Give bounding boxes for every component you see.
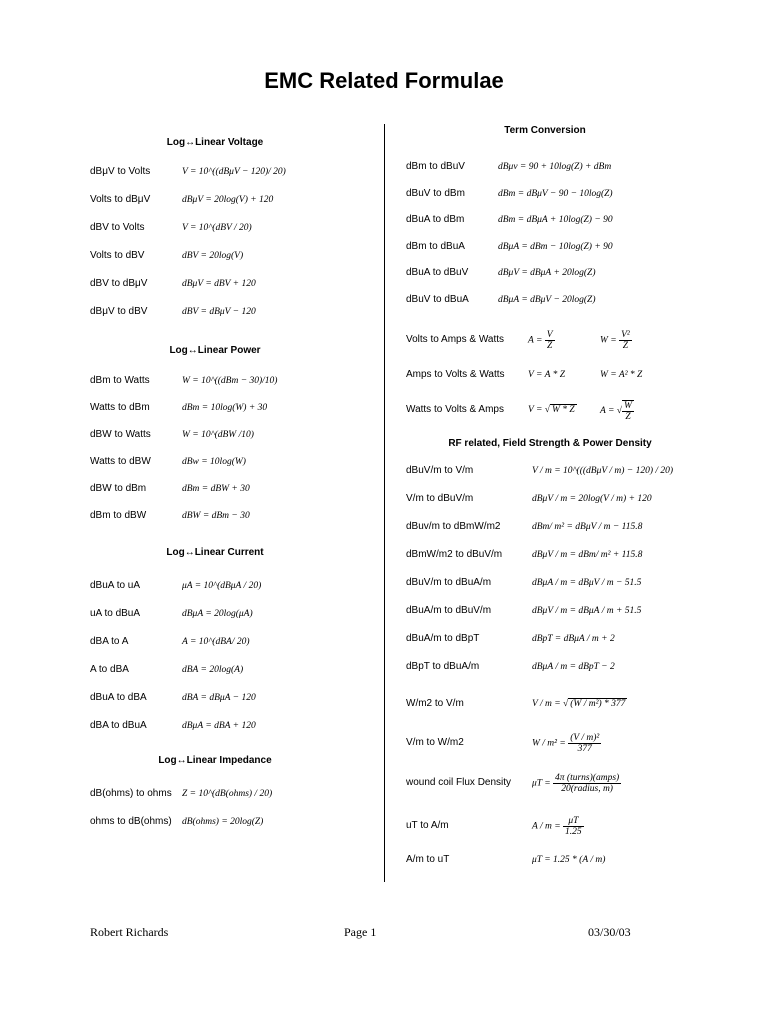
formula-label: Volts to dBV: [90, 250, 145, 261]
formula: dB(ohms) = 20log(Z): [182, 817, 264, 827]
formula-row: [406, 517, 736, 537]
formula-row: [90, 246, 420, 266]
formula-label: ohms to dB(ohms): [90, 816, 172, 827]
formula-row: [406, 237, 736, 257]
page-title: EMC Related Formulae: [264, 68, 504, 93]
formula-label: dB(ohms) to ohms: [90, 788, 172, 799]
formula-row: [90, 716, 420, 736]
formula-row: [406, 816, 736, 836]
formula-row: [406, 210, 736, 230]
formula-label: V/m to dBuV/m: [406, 493, 474, 504]
formula: dBμV = dBV + 120: [182, 279, 256, 289]
formula: dBA = dBμA − 120: [182, 693, 256, 703]
footer-author: Robert Richards: [90, 925, 169, 939]
formula: dBμA = dBA + 120: [182, 721, 256, 731]
formula-row: [90, 371, 420, 391]
formula-label: dBpT to dBuA/m: [406, 661, 480, 672]
formula-row: [90, 688, 420, 708]
formula-label: dBuA to dBuV: [406, 267, 469, 278]
formula-label: A/m to uT: [406, 854, 450, 865]
formula-row: [90, 479, 420, 499]
formula-label: dBuA to dBA: [90, 692, 147, 703]
formula: V = 10^(dBV / 20): [182, 223, 252, 233]
formula: dBm/ m² = dBμV / m − 115.8: [532, 522, 643, 532]
formula-label: dBuV/m to V/m: [406, 465, 474, 476]
formula: V = 10^((dBμV − 120)/ 20): [182, 167, 286, 177]
formula-row: [90, 632, 420, 652]
formula-label: wound coil Flux Density: [406, 777, 512, 788]
formula: dBV = 20log(V): [182, 251, 244, 261]
formula: dBm = 10log(W) + 30: [182, 403, 268, 413]
formula: μA = 10^(dBμA / 20): [182, 581, 262, 591]
formula-label: V/m to W/m2: [406, 737, 464, 748]
formula-row: [90, 576, 420, 596]
formula-row: [406, 290, 736, 310]
formula-label: Amps to Volts & Watts: [406, 369, 505, 380]
formula: dBm = dBμA + 10log(Z) − 90: [498, 215, 613, 225]
formula-row: [90, 302, 420, 322]
formula-label: uT to A/m: [406, 820, 449, 831]
formula: W = 10^(dBW /10): [182, 430, 254, 440]
formula: W = A² * Z: [600, 370, 643, 380]
formula-label: W/m2 to V/m: [406, 698, 464, 709]
formula-label: Watts to dBm: [90, 402, 150, 413]
formula: V = √ W * Z: [528, 405, 575, 415]
formula-label: dBuV to dBuA: [406, 293, 469, 305]
formula: W = $\frac{\text{V²}}{Z}$: [600, 330, 630, 351]
formula-label: dBV to dBμV: [90, 278, 148, 289]
formula: A = 10^(dBA/ 20): [182, 637, 250, 647]
formula-row: [406, 489, 736, 509]
formula-label: dBuA/m to dBuV/m: [406, 605, 492, 616]
formula-label: uA to dBuA: [90, 608, 141, 619]
formula-label: A to dBA: [90, 664, 129, 675]
formula: dBV = dBμV − 120: [182, 307, 256, 317]
formula: dBμV = dBμA + 20log(Z): [498, 268, 596, 278]
footer-page: Page 1: [344, 925, 377, 939]
formula: dBμA = dBμV − 20log(Z): [498, 294, 596, 305]
formula-row: [406, 157, 736, 177]
formula: V = A * Z: [528, 370, 566, 380]
formula-label: dBuA to uA: [90, 580, 141, 591]
term-heading: Term Conversion: [504, 125, 586, 136]
formula: dBm = dBW + 30: [182, 484, 250, 494]
formula-row: [406, 545, 736, 565]
formula: W = 10^((dBm − 30)/10): [182, 376, 278, 386]
formula: dBμV / m = dBm/ m² + 115.8: [532, 550, 643, 560]
footer-date: 03/30/03: [588, 925, 631, 939]
formula: dBμA = 20log(μA): [182, 609, 253, 619]
formula: dBμV / m = 20log(V / m) + 120: [532, 494, 652, 504]
formula-label: dBuA to dBm: [406, 214, 465, 225]
voltage-heading: Log↔Linear Voltage: [166, 137, 264, 148]
formula: dBμA / m = dBμV / m − 51.5: [532, 578, 642, 588]
formula-row: [406, 461, 736, 481]
formula-row: [90, 162, 420, 182]
formula-label: dBuv/m to dBmW/m2: [406, 521, 501, 532]
formula-label: dBm to Watts: [90, 375, 150, 386]
formula-row: [90, 506, 420, 526]
formula: W / m² = $\frac{\text{(V / m)²}}{377}$: [532, 733, 600, 754]
formula-row: [90, 425, 420, 445]
formula: A / m = $\frac{\mu T}{1.25}$: [532, 816, 582, 837]
formula-label: dBm to dBuV: [406, 161, 465, 172]
formula: dBμV / m = dBμA / m + 51.5: [532, 606, 642, 616]
formula-row: [90, 452, 420, 472]
formula-label: dBmW/m2 to dBuV/m: [406, 549, 503, 560]
current-heading: Log↔Linear Current: [166, 547, 264, 558]
formula-label: dBμV to Volts: [90, 166, 151, 177]
formula-row: [406, 773, 736, 793]
impedance-heading: Log↔Linear Impedance: [158, 755, 272, 766]
formula: dBμv = 90 + 10log(Z) + dBm: [498, 162, 612, 172]
formula-label: dBA to A: [90, 636, 129, 647]
formula-row: [90, 604, 420, 624]
formula-row: [90, 784, 420, 804]
rf-heading: RF related, Field Strength & Power Density: [448, 438, 652, 449]
formula: V / m = 10^(((dBμV / m) − 120) / 20): [532, 466, 674, 476]
formula-row: [406, 850, 736, 870]
formula-row: [90, 218, 420, 238]
formula-label: Volts to dBμV: [90, 194, 151, 205]
formula-label: dBμV to dBV: [90, 306, 148, 317]
formula: dBA = 20log(A): [182, 665, 244, 675]
formula: dBμV = 20log(V) + 120: [182, 195, 274, 205]
formula: V / m = √ (W / m²) * 377: [532, 699, 626, 709]
formula-row: [90, 398, 420, 418]
power-heading: Log↔Linear Power: [169, 345, 261, 356]
formula-label: dBuV to dBm: [406, 187, 465, 199]
formula-label: dBuV/m to dBuA/m: [406, 577, 492, 588]
formula-label: dBm to dBuA: [406, 240, 465, 252]
formula-row: [90, 190, 420, 210]
formula-label: dBW to dBm: [90, 483, 147, 494]
formula-label: Volts to Amps & Watts: [406, 334, 504, 345]
formula-row: [406, 657, 736, 677]
formula-row: [406, 694, 736, 714]
formula-label: dBuA/m to dBpT: [406, 633, 480, 644]
formula-row: [406, 184, 736, 204]
formula-row: [90, 812, 420, 832]
formula-label: dBV to Volts: [90, 222, 145, 233]
formula-row: [406, 601, 736, 621]
formula: dBW = dBm − 30: [182, 511, 250, 521]
formula-row: [406, 400, 736, 420]
formula-label: Watts to Volts & Amps: [406, 404, 504, 415]
formula: A = $\frac{V}{Z}$: [528, 330, 553, 351]
formula-label: Watts to dBW: [90, 456, 151, 467]
formula: dBμA / m = dBpT − 2: [532, 662, 615, 672]
formula-row: [406, 629, 736, 649]
formula: μT = $\frac{\text{4π (turns)(amps)}}{\text{20(radius, m)}}$: [532, 773, 620, 794]
formula: dBμA = dBm − 10log(Z) + 90: [498, 241, 613, 252]
formula-row: [406, 733, 736, 753]
formula-row: [90, 274, 420, 294]
formula-label: dBA to dBuA: [90, 720, 147, 731]
formula: A = √ $\frac{W}{Z}$: [600, 401, 632, 422]
formula-row: [406, 263, 736, 283]
formula: Z = 10^(dB(ohms) / 20): [182, 789, 273, 799]
formula-label: dBW to Watts: [90, 429, 151, 440]
formula: dBpT = dBμA / m + 2: [532, 634, 615, 644]
formula: dBm = dBμV − 90 − 10log(Z): [498, 188, 613, 199]
formula-label: dBm to dBW: [90, 510, 147, 521]
formula-row: [406, 573, 736, 593]
formula-row: [406, 330, 736, 350]
formula: dBw = 10log(W): [182, 457, 246, 467]
formula-row: [406, 365, 736, 385]
formula-row: [90, 660, 420, 680]
formula: μT = 1.25 * (A / m): [532, 855, 606, 865]
